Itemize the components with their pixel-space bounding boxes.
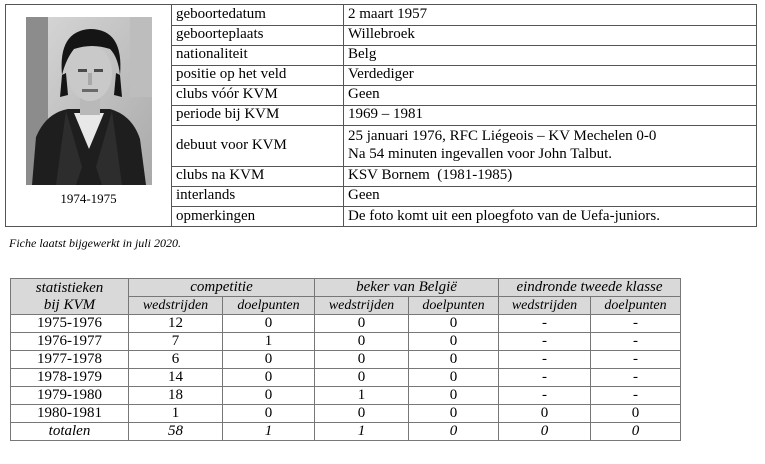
player-info-table [172, 5, 757, 226]
corner-line: bij KVM [43, 296, 96, 313]
stat-cell: 12 [129, 315, 223, 333]
group-header: beker van België [315, 279, 499, 297]
info-label: clubs na KVM [172, 166, 344, 186]
stat-cell: 0 [223, 387, 315, 405]
total-cell: 58 [129, 423, 223, 441]
info-row [172, 5, 757, 25]
info-label: periode bij KVM [172, 105, 344, 125]
info-value: KSV Bornem (1981-1985) [344, 166, 758, 186]
stat-cell: 0 [409, 315, 499, 333]
info-label: interlands [172, 186, 344, 206]
stat-cell: 0 [409, 351, 499, 369]
stat-cell: 0 [315, 315, 409, 333]
photo-caption: 1974-1975 [60, 191, 117, 206]
total-cell: 0 [499, 423, 591, 441]
stat-cell: 0 [223, 369, 315, 387]
season-row [11, 351, 681, 369]
info-value: Geen [344, 85, 758, 105]
info-row [172, 206, 757, 226]
season-cell: 1977-1978 [11, 351, 129, 369]
stat-cell: - [591, 369, 681, 387]
info-row [172, 186, 757, 206]
corner-header [11, 279, 129, 315]
sub-header: wedstrijden [315, 297, 409, 315]
info-label: geboorteplaats [172, 25, 344, 45]
info-value: 2 maart 1957 [344, 5, 758, 25]
info-row [172, 65, 757, 85]
corner-line: statistieken [35, 279, 104, 296]
info-value: Verdediger [344, 65, 758, 85]
stat-cell: - [499, 387, 591, 405]
info-row [172, 25, 757, 45]
stat-cell: 0 [315, 333, 409, 351]
season-row [11, 333, 681, 351]
sub-header: wedstrijden [499, 297, 591, 315]
season-cell: 1976-1977 [11, 333, 129, 351]
stat-cell: 14 [129, 369, 223, 387]
info-value: Geen [344, 186, 758, 206]
stat-cell: 0 [499, 405, 591, 423]
totals-row [11, 423, 681, 441]
debut-match: 25 januari 1976, RFC Liégeois – KV Mechelen 0-0 [348, 128, 657, 144]
stat-cell: - [499, 351, 591, 369]
info-row [172, 85, 757, 105]
update-note: Fiche laatst bijgewerkt in juli 2020. [9, 236, 181, 250]
season-cell: 1975-1976 [11, 315, 129, 333]
info-row [172, 166, 757, 186]
season-cell: 1980-1981 [11, 405, 129, 423]
stat-cell: - [591, 351, 681, 369]
season-row [11, 387, 681, 405]
stat-cell: 0 [223, 351, 315, 369]
stat-cell: 0 [409, 333, 499, 351]
info-value: De foto komt uit een ploegfoto van de Uefa-juniors. [344, 206, 758, 226]
total-cell: 0 [409, 423, 499, 441]
info-label: opmerkingen [172, 206, 344, 226]
stat-cell: 0 [223, 315, 315, 333]
group-header-row [11, 279, 681, 297]
info-value: 1969 – 1981 [344, 105, 758, 125]
stat-cell: 0 [223, 405, 315, 423]
info-value [344, 125, 758, 166]
info-row [172, 105, 757, 125]
stat-cell: - [591, 333, 681, 351]
season-row [11, 405, 681, 423]
stat-cell: 0 [315, 369, 409, 387]
info-row [172, 125, 757, 166]
info-value: Willebroek [344, 25, 758, 45]
season-row [11, 315, 681, 333]
debut-detail: Na 54 minuten ingevallen voor John Talbut. [348, 145, 613, 162]
stat-cell: 6 [129, 351, 223, 369]
total-cell: 1 [223, 423, 315, 441]
photo-cell [6, 5, 172, 226]
info-label: nationaliteit [172, 45, 344, 65]
stat-cell: 0 [409, 405, 499, 423]
group-header: eindronde tweede klasse [499, 279, 681, 297]
total-cell: 1 [315, 423, 409, 441]
total-cell: 0 [591, 423, 681, 441]
sub-header: doelpunten [223, 297, 315, 315]
sub-header: doelpunten [591, 297, 681, 315]
stat-cell: 0 [409, 387, 499, 405]
sub-header: wedstrijden [129, 297, 223, 315]
stat-cell: 0 [315, 405, 409, 423]
stat-cell: - [499, 315, 591, 333]
player-photo [26, 17, 152, 185]
info-label: debuut voor KVM [172, 125, 344, 166]
stat-cell: 7 [129, 333, 223, 351]
season-cell: 1979-1980 [11, 387, 129, 405]
stat-cell: 18 [129, 387, 223, 405]
totals-label: totalen [11, 423, 129, 441]
statistics-table [10, 278, 681, 441]
season-cell: 1978-1979 [11, 369, 129, 387]
info-label: clubs vóór KVM [172, 85, 344, 105]
stat-cell: 0 [591, 405, 681, 423]
info-label: geboortedatum [172, 5, 344, 25]
group-header: competitie [129, 279, 315, 297]
stat-cell: 1 [315, 387, 409, 405]
stat-cell: - [499, 369, 591, 387]
stat-cell: - [591, 387, 681, 405]
stat-cell: 1 [129, 405, 223, 423]
stat-cell: 0 [315, 351, 409, 369]
stat-cell: - [591, 315, 681, 333]
sub-header: doelpunten [409, 297, 499, 315]
season-row [11, 369, 681, 387]
info-value: Belg [344, 45, 758, 65]
info-label: positie op het veld [172, 65, 344, 85]
stat-cell: - [499, 333, 591, 351]
info-row [172, 45, 757, 65]
stat-cell: 1 [223, 333, 315, 351]
stat-cell: 0 [409, 369, 499, 387]
player-profile [5, 4, 757, 227]
